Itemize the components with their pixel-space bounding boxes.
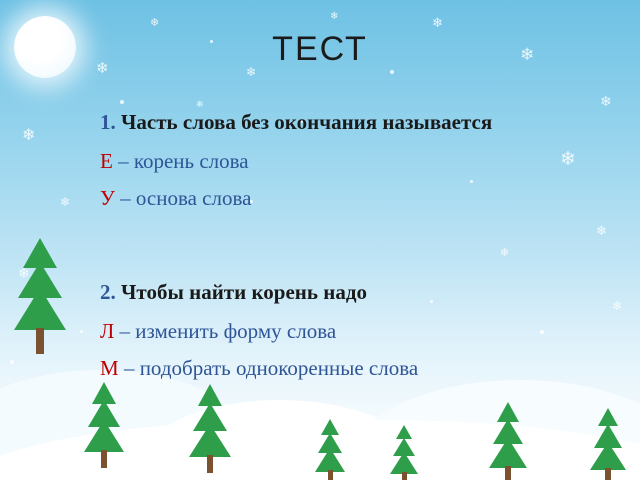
snowflake-icon: ❄ [612,299,623,313]
question-block-1 [100,110,620,223]
answer-key-2a: Л [100,319,115,343]
snowflake-icon: ❄ [560,149,576,170]
snowflake-icon: ❄ [96,61,109,77]
snowflake-icon: ❄ [330,11,339,22]
answer-dash-1b: – [120,186,131,210]
snowflake-icon: ❄ [520,45,535,64]
answer-dash-1a: – [118,149,129,173]
snowflake-icon: ❄ [596,223,607,238]
snowflake-icon: ❄ [432,15,443,30]
answer-label-2b: подобрать однокоренные слова [139,356,419,380]
snowflake-icon: ❄ [150,17,160,29]
question-body-1: Часть слова без окончания называется [121,110,493,134]
question-number-2: 2. [100,280,116,304]
question-text-2 [100,280,620,305]
question-block-2 [100,280,623,393]
answer-option-2b[interactable] [100,356,620,381]
answer-option-1a[interactable] [100,149,620,174]
answer-dash-2a: – [119,319,130,343]
answer-label-1a: корень слова [133,149,249,173]
question-body-2: Чтобы найти корень надо [121,280,367,304]
answer-dash-2b: – [123,356,135,380]
answer-label-2a: изменить форму слова [135,319,337,343]
answer-option-1b[interactable] [100,186,620,211]
question-number-1: 1. [100,110,116,134]
snowflake-icon: ❄ [196,99,204,109]
answer-option-2a[interactable] [100,319,620,344]
snowflake-icon: ❄ [500,247,510,259]
answer-key-1a: Е [100,149,113,173]
answer-key-1b: У [100,186,115,210]
snowflake-icon: ❄ [246,65,257,79]
answer-label-1b: основа слова [135,186,252,210]
snowflake-icon: ❄ [60,195,71,209]
question-text-1 [100,110,620,135]
snowflake-icon: ❄ [600,95,612,110]
page-title: ТЕСТ [272,30,368,68]
snowflake-icon: ❄ [22,127,36,144]
snowflake-icon: ❄ [18,267,30,282]
answer-key-2b: М [100,356,119,380]
